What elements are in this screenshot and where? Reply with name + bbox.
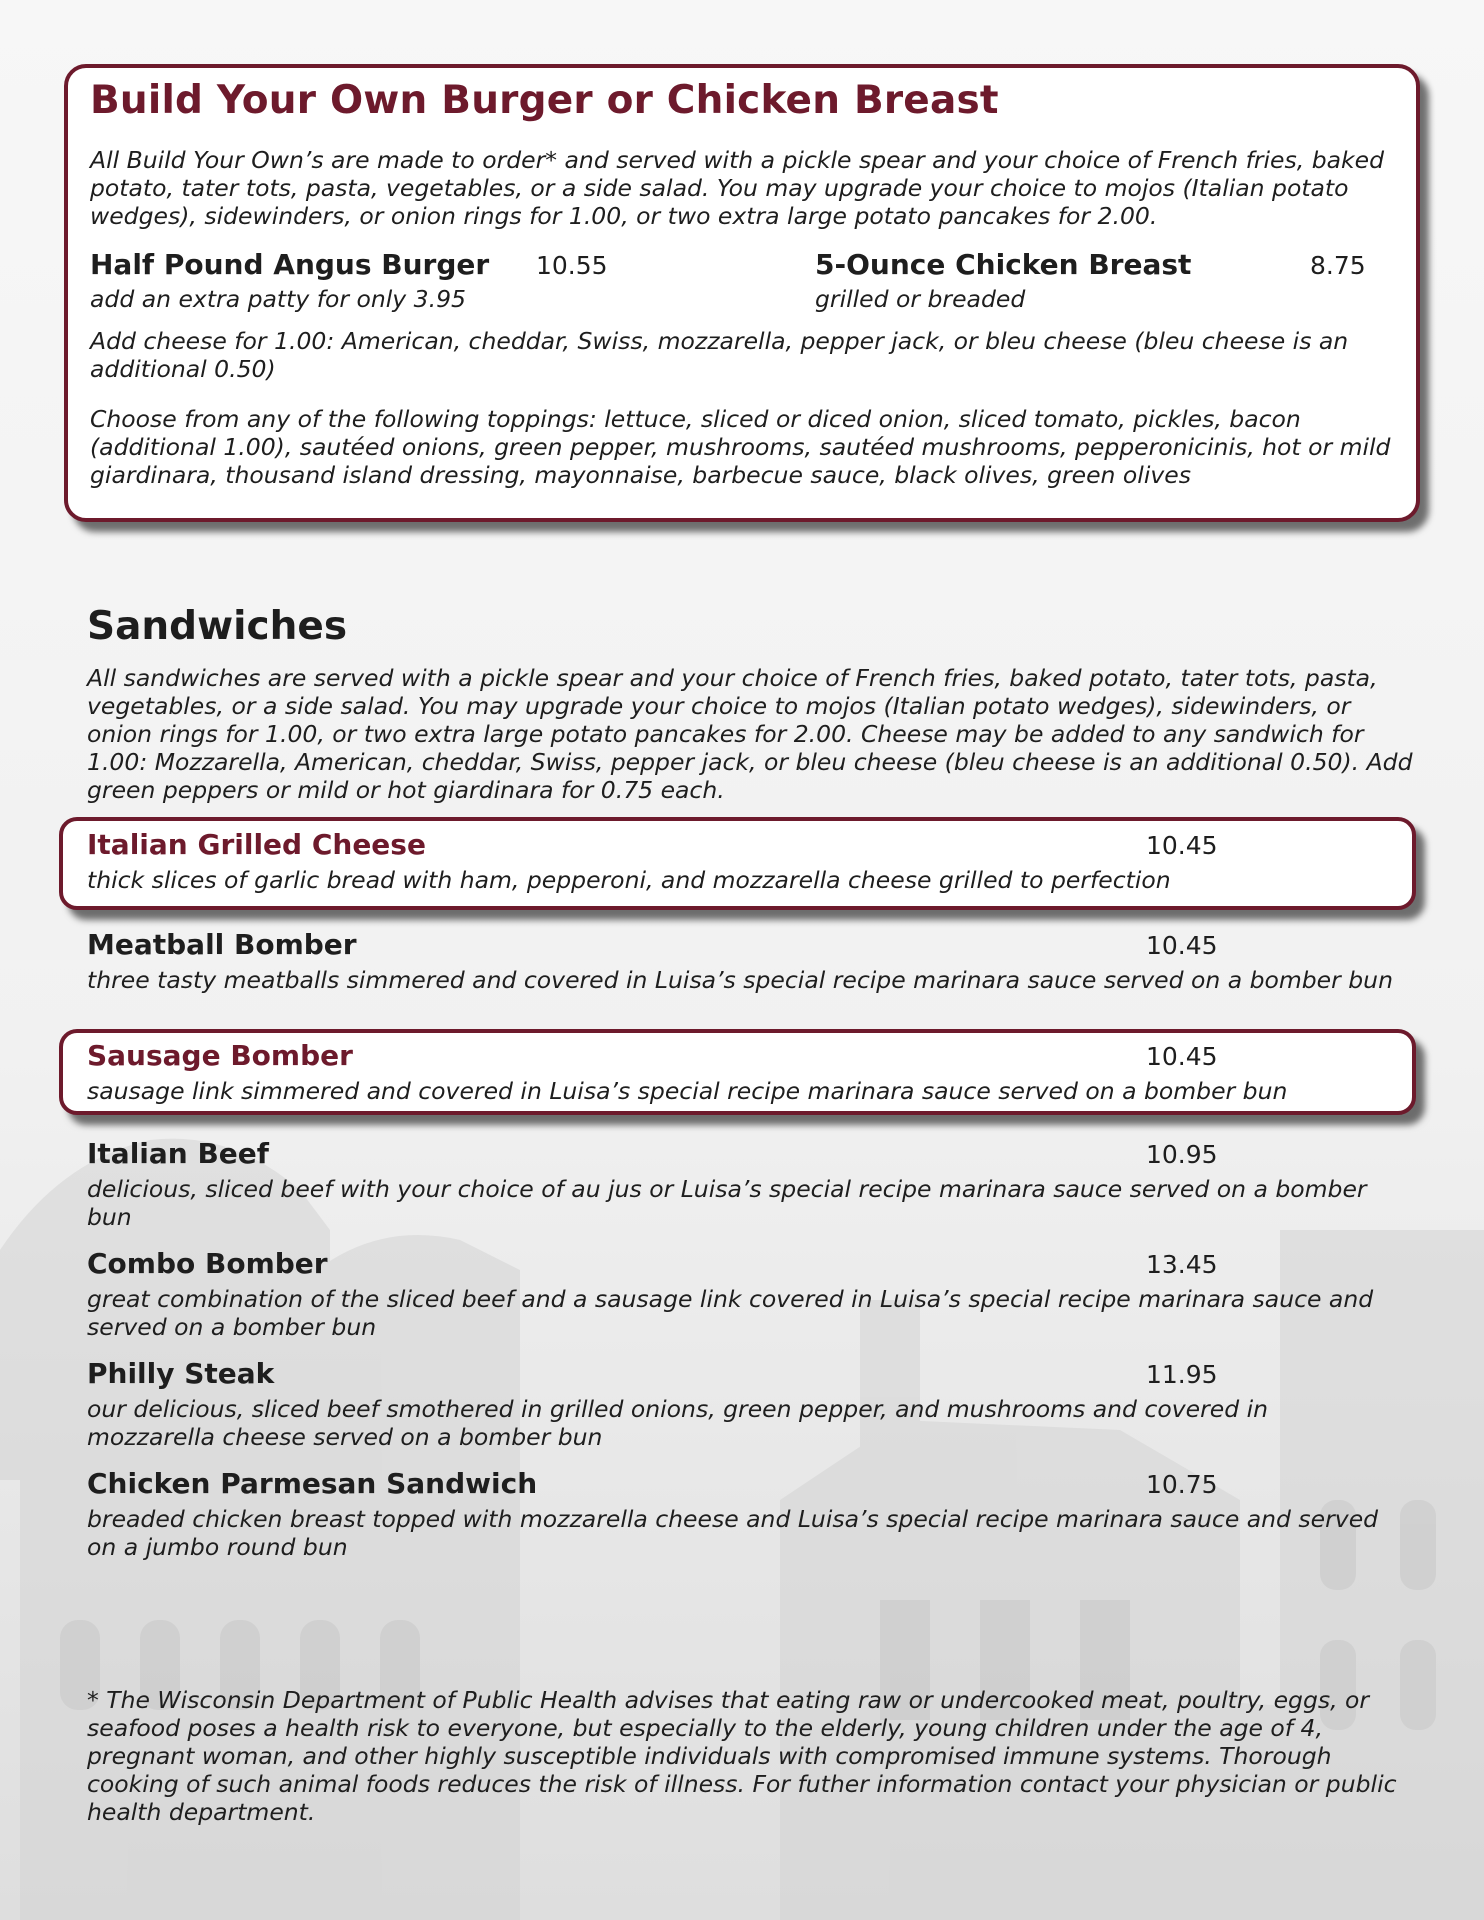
menu-item: [90, 248, 690, 318]
item-description: three tasty meatballs simmered and covered in Luisa’s special recipe marinara sauce served on a bomber bun: [87, 966, 1393, 994]
item-price: 13.45: [1146, 1250, 1218, 1279]
item-price: 8.75: [1310, 251, 1366, 280]
build-your-own-title: Build Your Own Burger or Chicken Breast: [90, 78, 999, 123]
item-price: 10.55: [536, 251, 608, 280]
item-description: our delicious, sliced beef smothered in grilled onions, green pepper, and mushrooms and covered in mozzarella cheese served on a bomber bun: [87, 1395, 1269, 1451]
item-name: Sausage Bomber: [87, 1039, 353, 1072]
item-description: grilled or breaded: [815, 285, 1026, 313]
health-advisory-footnote: * The Wisconsin Department of Public Health advises that eating raw or undercooked meat, poultry, eggs, or seafood poses a health risk to everyone, but especially to the elderly, young children under the age of 4, pregnant woman, and other highly susceptible individuals with compromised immune systems. Thorough cooking of such animal foods reduces the risk of illness. For futher information contact your physician or public health department.: [87, 1686, 1397, 1826]
item-price: 10.45: [1146, 831, 1218, 860]
sandwiches-intro: All sandwiches are served with a pickle spear and your choice of French fries, baked potato, tater tots, pasta, vegetables, or a side salad. You may upgrade your choice to mojos (Italian potato wedges), sidewinders, or onion rings for 1.00, or two extra large potato pancakes for 2.00. Cheese may be added to any sandwich for 1.00: Mozzarella, American, cheddar, Swiss, pepper jack, or bleu cheese (bleu cheese is an additional 0.50). Add green peppers or mild or hot giardinara for 0.75 each.: [87, 664, 1413, 804]
item-name: Meatball Bomber: [87, 928, 357, 961]
item-price: 10.95: [1146, 1140, 1218, 1169]
item-name: 5-Ounce Chicken Breast: [815, 248, 1192, 281]
item-description: great combination of the sliced beef and a sausage link covered in Luisa’s special recipe marinara sauce and served on a bomber bun: [87, 1285, 1374, 1341]
item-name: Italian Beef: [87, 1137, 269, 1170]
menu-item: [815, 248, 1395, 318]
item-price: 10.75: [1146, 1470, 1218, 1499]
item-description: sausage link simmered and covered in Luisa’s special recipe marinara sauce served on a bomber bun: [87, 1077, 1288, 1105]
cheese-options: Add cheese for 1.00: American, cheddar, Swiss, mozzarella, pepper jack, or bleu cheese (bleu cheese is an additional 0.50): [90, 327, 1349, 383]
item-description: add an extra patty for only 3.95: [90, 285, 466, 313]
build-your-own-intro: All Build Your Own’s are made to order* and served with a pickle spear and your choice of French fries, baked potato, tater tots, pasta, vegetables, or a side salad. You may upgrade your choice to mojos (Italian potato wedges), sidewinders, or onion rings for 1.00, or two extra large potato pancakes for 2.00.: [90, 146, 1385, 230]
item-price: 10.45: [1146, 931, 1218, 960]
item-price: 10.45: [1146, 1042, 1218, 1071]
item-name: Half Pound Angus Burger: [90, 248, 490, 281]
item-name: Combo Bomber: [87, 1247, 328, 1280]
item-name: Philly Steak: [87, 1357, 275, 1390]
item-price: 11.95: [1146, 1360, 1218, 1389]
sandwiches-title: Sandwiches: [87, 604, 348, 649]
item-name: Chicken Parmesan Sandwich: [87, 1467, 538, 1500]
topping-options: Choose from any of the following toppings: lettuce, sliced or diced onion, sliced tomato, pickles, bacon (additional 1.00), sautéed onions, green pepper, mushrooms, sautéed mushrooms, pepperonicinis, hot or mild giardinara, thousand island dressing, mayonnaise, barbecue sauce, black olives, green olives: [90, 405, 1391, 489]
item-name: Italian Grilled Cheese: [87, 828, 426, 861]
item-description: breaded chicken breast topped with mozzarella cheese and Luisa’s special recipe marinara sauce and served on a jumbo round bun: [87, 1505, 1379, 1561]
item-description: thick slices of garlic bread with ham, pepperoni, and mozzarella cheese grilled to perfection: [87, 866, 1171, 894]
item-description: delicious, sliced beef with your choice of au jus or Luisa’s special recipe marinara sauce served on a bomber bun: [87, 1175, 1367, 1231]
build-your-own-panel: [64, 64, 1420, 522]
